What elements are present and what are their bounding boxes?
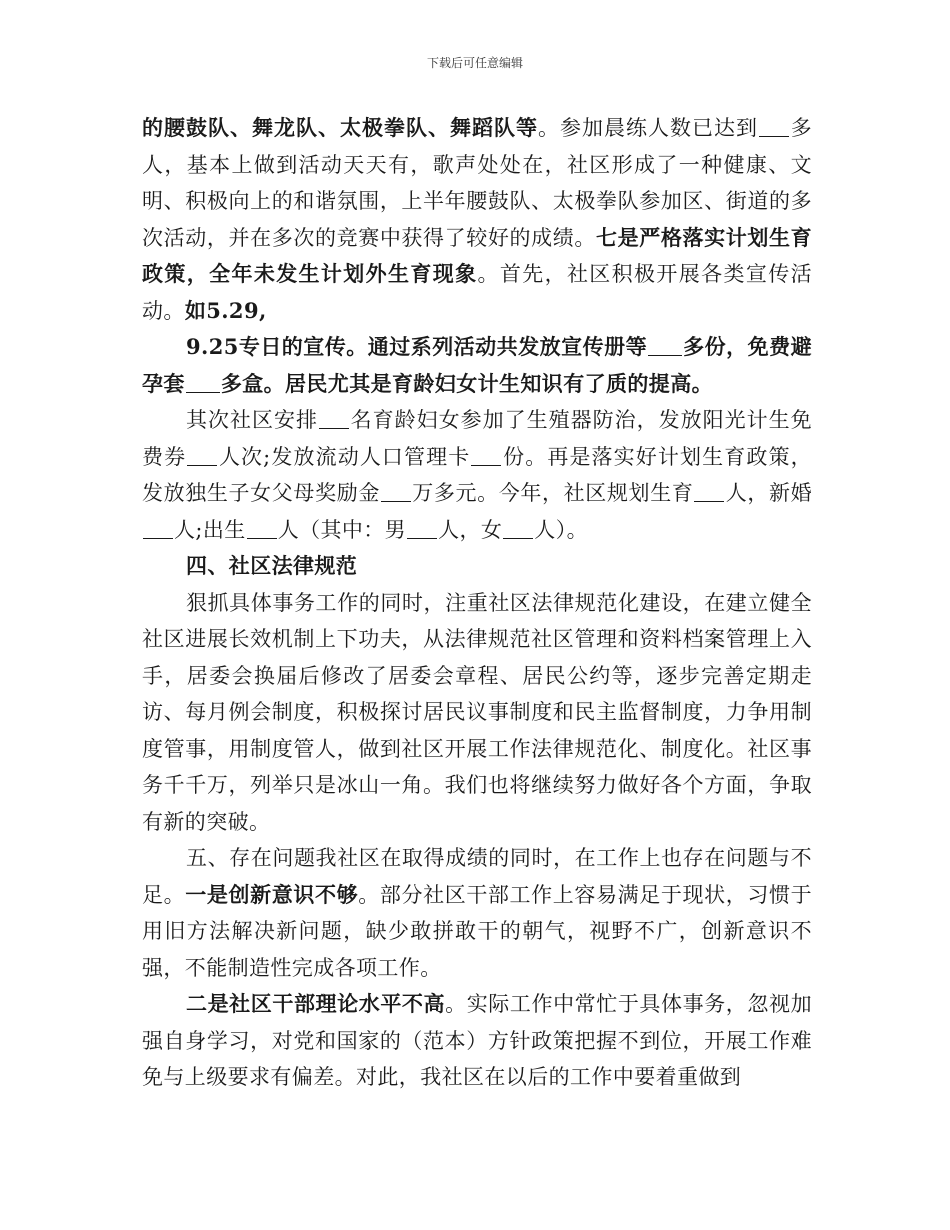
fill-blank: [319, 407, 349, 429]
paragraph-campaign: 9.25专日的宣传。通过系列活动共发放宣传册等 多份，免费避孕套 多盒。居民尤其是育龄妇女计生知识有了质的提高。: [142, 334, 812, 396]
paragraph-problems: 五、存在问题我社区在取得成绩的同时，在工作上也存在问题与不足。一是创新意识不够。部分社区干部工作上容易满足于现状，习惯于用旧方法解决新问题，缺少敢拼敢干的朝气，视野不广，创新意识不强，不能制造性完成各项工作。: [142, 846, 813, 980]
document-body: [142, 110, 812, 1096]
fill-blank: [187, 444, 217, 466]
fill-blank: [407, 517, 437, 539]
fill-blank: [694, 480, 724, 502]
fill-blank: [503, 517, 533, 539]
bold-text: 的腰鼓队、舞龙队、太极拳队、舞蹈队等: [142, 115, 538, 140]
fill-blank: [381, 480, 411, 502]
page-header: 下载后可任意编辑: [426, 56, 523, 70]
paragraph-legal: 狠抓具体事务工作的同时，注重社区法律规范化建设，在建立健全社区进展长效机制上下功夫，从法律规范社区管理和资料档案管理上入手，居委会换届后修改了居委会章程、居民公约等，逐步完善定期走访、每月例会制度，积极探讨居民议事制度和民主监督制度，力争用制度管事，用制度管人，做到社区开展工作法律规范化、制度化。社区事务千千万，列举只是冰山一角。我们也将继续努力做好各个方面，争取有新的突破。: [142, 590, 812, 834]
fill-blank: [186, 371, 220, 393]
fill-blank: [143, 517, 173, 539]
fill-blank: [471, 444, 501, 466]
fill-blank: [247, 517, 277, 539]
bold-text: 七是严格落实计划生育政策，全年未发生计划外生育现象: [142, 224, 812, 286]
fill-blank: [759, 115, 789, 137]
paragraph-family-planning: 其次社区安排 名育龄妇女参加了生殖器防治，发放阳光计生免费券 人次;发放流动人口管理卡 份。再是落实好计划生育政策，发放独生子女父母奖励金 万多元。今年，社区规划生育 人，新婚人;出生 人（其中：男 人，女 人）。: [142, 408, 813, 542]
fill-blank: [648, 334, 682, 356]
bold-text: 一是创新意识不够: [185, 881, 359, 907]
bold-text: 如5.29,: [184, 297, 267, 323]
paragraph-activities: 的腰鼓队、舞龙队、太极拳队、舞蹈队等。参加晨练人数已达到 多人，基本上做到活动天天有，歌声处处在，社区形成了一种健康、文明、积极向上的和谐氛围，上半年腰鼓队、太极拳队参加区、街道的多次活动，并在多次的竞赛中获得了较好的成绩。七是严格落实计划生育政策，全年未发生计划外生育现象。首先，社区积极开展各类宣传活动。如5.29,: [142, 115, 813, 323]
bold-text: 二是社区干部理论水平不高: [186, 991, 446, 1016]
paragraph-theory: 二是社区干部理论水平不高。实际工作中常忙于具体事务，忽视加强自身学习，对党和国家的（范本）方针政策把握不到位，开展工作难免与上级要求有偏差。对此，我社区在以后的工作中要着重做到: [142, 991, 812, 1089]
section-heading: 四、社区法律规范: [186, 553, 358, 578]
